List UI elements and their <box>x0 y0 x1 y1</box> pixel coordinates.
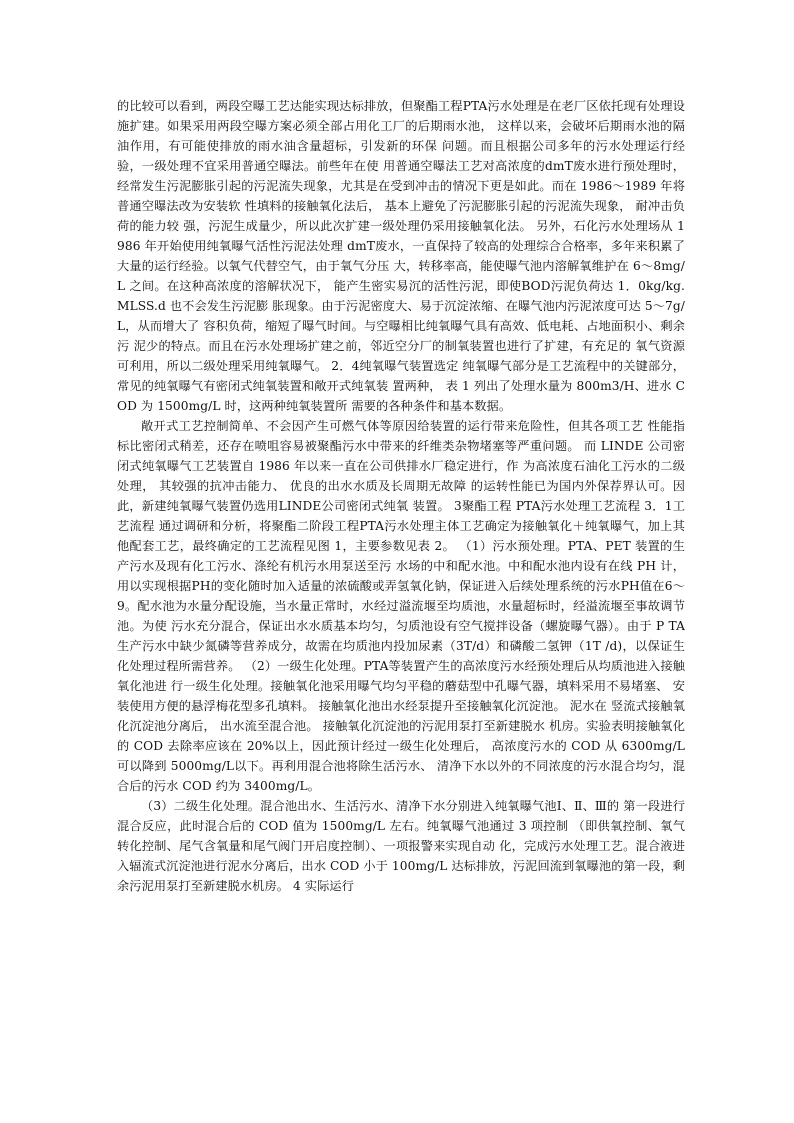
paragraph-1: 的比较可以看到，两段空曝工艺达能实现达标排放，但聚酯工程PTA污水处理是在老厂区依托现有处理设施扩建。如果采用两段空曝方案必须全部占用化工厂的后期雨水池， 这样以来，会破坏后期雨水池的隔油作用，有可能使排放的雨水油含量超标，引发新的环保 问题。而且根据公司多年的污水处理运行经验，一级处理不宜采用普通空曝法。前些年在使 用普通空曝法工艺对高浓度的dmT废水进行预处理时，经常发生污泥膨胀引起的污泥流失现象，尤其是在受到冲击的情况下更是如此。而在 1986～1989 年将普通空曝法改为安装软 性填料的接触氧化法后， 基本上避免了污泥膨胀引起的污泥流失现象， 耐冲击负荷的能力较 强，污泥生成量少，所以此次扩建一级处理仍采用接触氧化法。 另外，石化污水处理场从 1986 年开始使用纯氧曝气活性污泥法处理 dmT废水，一直保持了较高的处理综合合格率，多年来积累了大量的运行经验。以氧气代替空气，由于氧气分压 大，转移率高，能使曝气池内溶解氧维护在 6～8mg/L 之间。在这种高浓度的溶解状况下， 能产生密实易沉的活性污泥，即使BOD污泥负荷达 1．0kg/kg.MLSS.d 也不会发生污泥膨 胀现象。由于污泥密度大、易于沉淀浓缩、在曝气池内污泥浓度可达 5～7g/L，从而增大了 容积负荷，缩短了曝气时间。与空曝相比纯氧曝气具有高效、低电耗、占地面积小、剩余污 泥少的特点。而且在污水处理场扩建之前，邻近空分厂的制氧装置也进行了扩建，有充足的 氧气资源可利用，所以二级处理采用纯氧曝气。 2．4纯氧曝气装置选定 纯氧曝气部分是工艺流程中的关键部分， 常见的纯氧曝气有密闭式纯氧装置和敞开式纯氧装 置两种， 表 1 列出了处理水量为 800m3/H、进水 COD 为 1500mg/L 时，这两种纯氧装置所 需要的各种条件和基本数据。 <box>117 99 685 413</box>
paragraph-2: 敞开式工艺控制简单、不会因产生可燃气体等原因给装置的运行带来危险性，但其各项工艺 性能指标比密闭式稍差，还存在喷咀容易被聚酯污水中带来的纤维类杂物堵塞等严重问题。 而 LINDE 公司密闭式纯氧曝气工艺装置自 1986 年以来一直在公司供排水厂稳定进行，作 为高浓度石油化工污水的二级处理， 其较强的抗冲击能力、 优良的出水水质及长周期无故障 的运转性能已为国内外保荐界认可。因此，新建纯氧曝气装置仍选用LINDE公司密闭式纯氧 装置。 3聚酯工程 PTA污水处理工艺流程 3．1工艺流程 通过调研和分析，将聚酯二阶段工程PTA污水处理主体工艺确定为接触氧化＋纯氧曝气，加上其他配套工艺，最终确定的工艺流程见图 1，主要参数见表 2。 （1）污水预处理。PTA、PET 装置的生产污水及现有化工污水、涤纶有机污水用泵送至污 水场的中和配水池。中和配水池内设有在线 PH 计，用以实现根据PH的变化随时加入适量的浓硫酸或弄氢氧化钠，保证进入后续处理系统的污水PH值在6～9。配水池为水量分配设施，当水量正常时，水经过溢流堰至均质池，水量超标时，经溢流堰至事故调节池。为使 污水充分混合，保证出水水质基本均匀，匀质池设有空气搅拌设备（螺旋曝气器）。由于 P TA 生产污水中缺少氮磷等营养成分，故需在均质池内投加尿素（3T/d）和磷酸二氢钾（1T /d)，以保证生化处理过程所需营养。 （2）一级生化处理。PTA等装置产生的高浓度污水经预处理后从均质池进入接触氧化池进 行一级生化处理。接触氧化池采用曝气均匀平稳的蘑菇型中孔曝气器，填料采用不易堵塞、 安装使用方便的悬浮梅花型多孔填料。 接触氧化池出水经泵提升至接触氧化沉淀池。 泥水在 竖流式接触氧化沉淀池分离后， 出水流至混合池。 接触氧化沉淀池的污泥用泵打至新建脱水 机房。实验表明接触氧化的 COD 去除率应该在 20%以上，因此预计经过一级生化处理后， 高浓度污水的 COD 从 6300mg/L 可以降到 5000mg/L以下。再利用混合池将除生活污水、 清净下水以外的不同浓度的污水混合均匀，混合后的污水 COD 约为 3400mg/L。 <box>117 419 685 793</box>
paragraph-3: （3）二级生化处理。混合池出水、生活污水、清净下水分别进入纯氧曝气池Ⅰ、Ⅱ、Ⅲ的 第一段进行混合反应，此时混合后的 COD 值为 1500mg/L 左右。纯氧曝气池通过 3 项控制 （即供氧控制、氧气转化控制、尾气含氧量和尾气阀门开启度控制）、一项报警来实现自动 化，完成污水处理工艺。混合液进入辐流式沉淀池进行泥水分离后，出水 COD 小于 100mg/L 达标排放，污泥回流到氧曝池的第一段，剩余污泥用泵打至新建脱水机房。 4 实际运行 <box>117 799 685 893</box>
document-page <box>117 96 685 896</box>
